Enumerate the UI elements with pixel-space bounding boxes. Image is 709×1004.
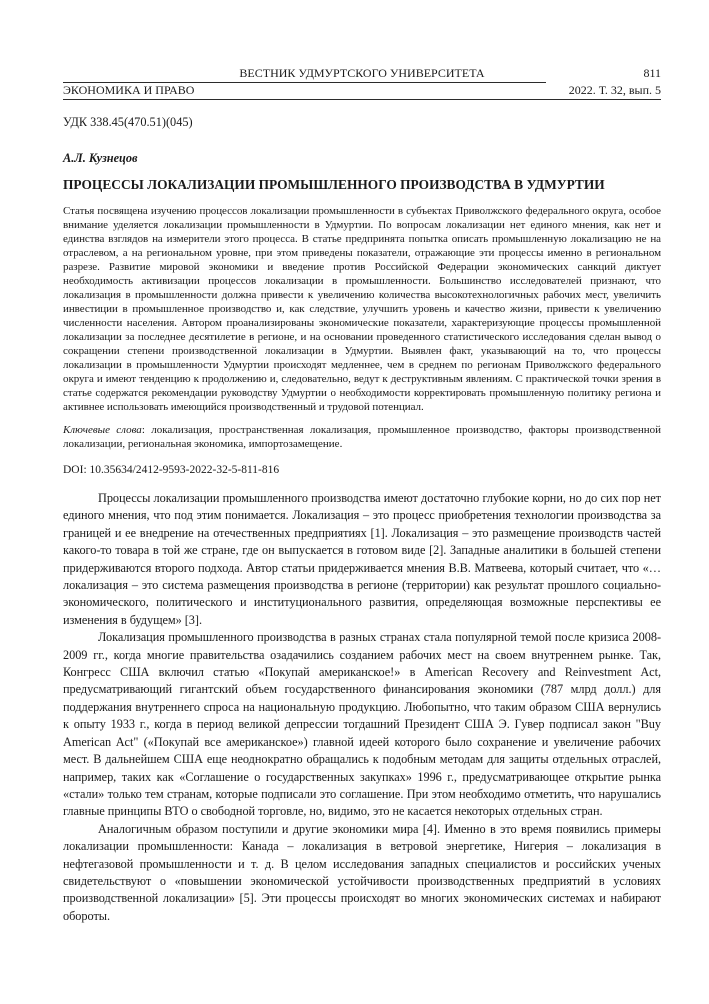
keywords-label: Ключевые слова — [63, 424, 142, 436]
keywords-list: : локализация, пространственная локализация, промышленное производство, факторы производственной локализации, региональная экономика, импортозамещение. — [63, 424, 661, 450]
article-title: ПРОЦЕССЫ ЛОКАЛИЗАЦИИ ПРОМЫШЛЕННОГО ПРОИЗВОДСТВА В УДМУРТИИ — [63, 177, 605, 192]
author-name: А.Л. Кузнецов — [63, 151, 138, 165]
page-header — [63, 66, 661, 100]
page-number: 811 — [643, 66, 661, 80]
body-paragraph-3: Аналогичным образом поступили и другие экономики мира [4]. Именно в это время появились примеры локализации промышленности: Канада – локализация в ветровой энергетике, Нигерия – локализация в нефтегазовой промышленности и т. д. В целом исследования западных специалистов и российских ученых свидетельствуют о «повышении экономической устойчивости производственных предприятий в условиях производственной локализации» [5]. Эти процессы происходят во многих экономических системах и набирают обороты. — [63, 821, 661, 923]
udc-code: УДК 338.45(470.51)(045) — [63, 115, 193, 129]
article — [63, 115, 661, 925]
abstract-text: Статья посвящена изучению процессов локализации промышленности в субъектах Приволжского федерального округа, особое внимание уделяется локализации промышленности в Удмуртии. По вопросам локализации нет единого мнения, как нет и единства взглядов на измерители этого процесса. В статье предпринята попытка описать промышленную локализацию не на отраслевом, а на региональном уровне, при этом приведены показатели, отражающие эти процессы именно в региональном разрезе. Развитие мировой экономики и введение против Российской Федерации экономических санкций диктует необходимость активизации процессов локализации в промышленности. Большинство исследователей признают, что локализация в промышленности должна привести к увеличению количества высокотехнологичных рабочих мест, увеличить инвестиции в промышленное производство и, как следствие, улучшить уровень и качество жизни, привести к увеличению численности населения. Автором проанализированы экономические показатели, характеризующие процессы промышленной локализации за последнее десятилетие в регионе, и на основании проведенного статистического исследования сделан вывод о сокращении степени производственной локализации в Удмуртии. Выявлен факт, указывающий на то, что процессы локализации в промышленности Удмуртии происходят медленнее, чем в среднем по регионам Приволжского федерального округа и имеют тенденцию к продолжению и, следовательно, ведут к деструктивным явлениям. С практической точки зрения в статье содержатся рекомендации руководству Удмуртии о необходимости корректировать промышленную политику региона и активнее использовать имеющийся производственный и трудовой потенциал. — [63, 205, 661, 413]
keywords-block — [63, 423, 661, 451]
running-head-top — [63, 66, 661, 80]
issue-info: 2022. Т. 32, вып. 5 — [568, 83, 661, 97]
journal-title: ВЕСТНИК УДМУРТСКОГО УНИВЕРСИТЕТА — [239, 66, 485, 80]
section-title: ЭКОНОМИКА И ПРАВО — [63, 83, 195, 97]
body-paragraph-1: Процессы локализации промышленного производства имеют достаточно глубокие корни, но до сих пор нет единого мнения, что под этим понимается. Локализация – это процесс приобретения технологии производства за границей и ее внедрение на отечественных предприятиях [1]. Локализация – это размещение производств частей какого-то товара в той же стране, где он выпускается в готовом виде [2]. Западные аналитики в большей степени придерживаются второго подхода. Автор статьи придерживается мнения В.В. Матвеева, который считает, что «…локализация – это система размещения производства в регионе (территории) как результат прошлого социально-экономического, политического и институционального развития, определяющая возможные перспективы ее изменения в будущем» [3]. — [63, 491, 661, 627]
body-paragraph-2: Локализация промышленного производства в разных странах стала популярной темой после кризиса 2008-2009 гг., когда многие правительства озадачились созданием рабочих мест на своем внутреннем рынке. Так, Конгресс США включил статью «Покупай американское!» в American Recovery and Reinvestment Act, предусматривающий гигантский объем государственного финансирования экономики (787 млрд долл.) для поддержания внутреннего спроса на национальную продукцию. Любопытно, что таким образом США вернулись к опыту 1933 г., когда в период великой депрессии тогдашний Президент США Э. Гувер подписал закон "Buy American Act" («Покупай все американское») главной идеей которого было сохранение и увеличение рабочих мест. В дальнейшем США еще неоднократно обращались к подобным методам для защиты отдельных отраслей, например, таких как «Соглашение о государственных закупках» 1996 г., предусматривающее открытие рынка «стали» только тем странам, которые подписали это соглашение. При этом необходимо отметить, что нарушались главные принципы ВТО о свободной торговле, но, видимо, это не касается некоторых отдельных стран. — [63, 630, 661, 819]
running-head-bottom — [63, 83, 661, 100]
article-body — [63, 490, 661, 925]
doi-line: DOI: 10.35634/2412-9593-2022-32-5-811-816 — [63, 464, 280, 476]
